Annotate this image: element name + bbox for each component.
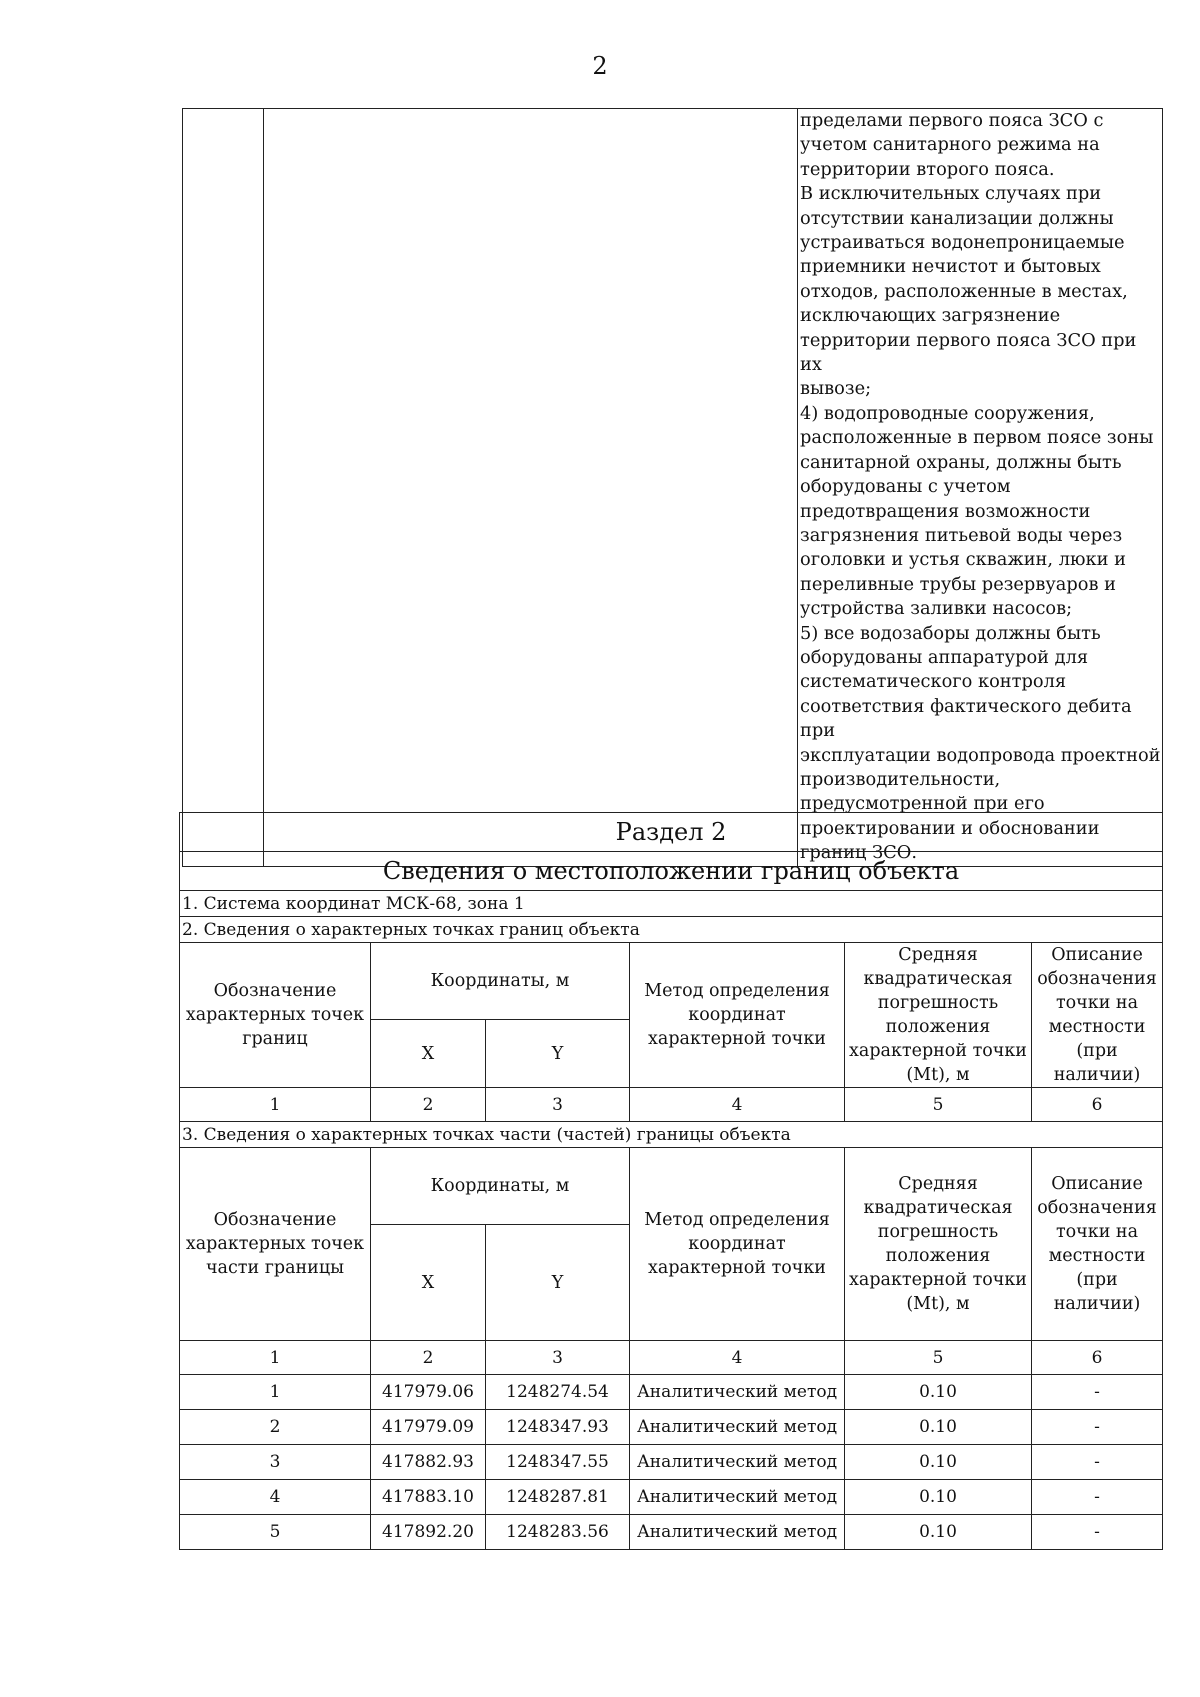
error-header: Средняя квадратическая погрешность положения характерной точки (Mt), м [845,1148,1032,1341]
method-header: Метод определения координат характерной точки [630,1148,845,1341]
table-row [180,1515,1163,1550]
table-row [180,1375,1163,1410]
y-header: Y [486,1020,630,1088]
coords-header: Координаты, м [371,943,630,1020]
point-number: 5 [180,1515,371,1550]
y-value: 1248274.54 [486,1375,630,1410]
description-value: - [1032,1480,1163,1515]
x-value: 417979.06 [371,1375,486,1410]
method-value: Аналитический метод [630,1480,845,1515]
method-value: Аналитический метод [630,1375,845,1410]
coord-system-line: 1. Система координат МСК-68, зона 1 [180,891,1163,917]
x-value: 417979.09 [371,1410,486,1445]
column-number: 1 [180,1341,371,1375]
page-number: 2 [592,52,608,80]
mt-value: 0.10 [845,1480,1032,1515]
method-value: Аналитический метод [630,1410,845,1445]
section-table [179,812,1163,1550]
section-title: Раздел 2 [180,813,1163,852]
continuation-text: пределами первого пояса ЗСО с учетом санитарного режима на территории второго пояса. В исключительных случаях при отсутствии канализации должны устраиваться водонепроницаемые приемники нечистот и бытовых отходов, расположенные в местах, исключающих загрязнение территории первого пояса ЗСО при их вывозе; 4) водопроводные сооружения, расположенные в первом поясе зоны санитарной охраны, должны быть оборудованы с учетом предотвращения возможности загрязнения питьевой воды через оголовки и устья скважин, люки и переливные трубы резервуаров и устройства заливки насосов; 5) все водозаборы должны быть оборудованы аппаратурой для систематического контроля соответствия фактического дебита при эксплуатации водопровода проектной производительности, предусмотренной при его проектировании и обосновании границ ЗСО. [800,110,1161,864]
empty-cell [183,109,264,867]
column-number: 5 [845,1088,1032,1122]
column-number: 4 [630,1341,845,1375]
method-value: Аналитический метод [630,1445,845,1480]
column-number: 1 [180,1088,371,1122]
column-number: 2 [371,1088,486,1122]
point-number: 2 [180,1410,371,1445]
designation-header: Обозначение характерных точек границ [180,943,371,1088]
empty-cell [264,109,798,867]
error-header: Средняя квадратическая погрешность положения характерной точки (Mt), м [845,943,1032,1088]
description-header: Описание обозначения точки на местности (при наличии) [1032,1148,1163,1341]
point-number: 1 [180,1375,371,1410]
description-value: - [1032,1445,1163,1480]
description-value: - [1032,1515,1163,1550]
mt-value: 0.10 [845,1515,1032,1550]
table-row [180,1445,1163,1480]
column-number: 2 [371,1341,486,1375]
column-number: 4 [630,1088,845,1122]
y-value: 1248347.93 [486,1410,630,1445]
description-value: - [1032,1410,1163,1445]
coords-header: Координаты, м [371,1148,630,1225]
x-header: X [371,1225,486,1341]
table-row [180,1410,1163,1445]
y-header: Y [486,1225,630,1341]
mt-value: 0.10 [845,1375,1032,1410]
y-value: 1248347.55 [486,1445,630,1480]
y-value: 1248283.56 [486,1515,630,1550]
point-number: 3 [180,1445,371,1480]
section-subtitle: Сведения о местоположении границ объекта [180,852,1163,891]
continuation-table [182,108,1163,867]
column-number: 6 [1032,1341,1163,1375]
y-value: 1248287.81 [486,1480,630,1515]
column-number: 5 [845,1341,1032,1375]
column-number: 6 [1032,1088,1163,1122]
points-heading: 2. Сведения о характерных точках границ объекта [180,917,1163,943]
mt-value: 0.10 [845,1410,1032,1445]
designation-header: Обозначение характерных точек части границы [180,1148,371,1341]
continuation-cell [798,109,1163,867]
x-value: 417882.93 [371,1445,486,1480]
x-value: 417892.20 [371,1515,486,1550]
x-value: 417883.10 [371,1480,486,1515]
parts-heading: 3. Сведения о характерных точках части (частей) границы объекта [180,1122,1163,1148]
column-number: 3 [486,1341,630,1375]
method-value: Аналитический метод [630,1515,845,1550]
mt-value: 0.10 [845,1445,1032,1480]
table-row [180,1480,1163,1515]
method-header: Метод определения координат характерной точки [630,943,845,1088]
description-header: Описание обозначения точки на местности (при наличии) [1032,943,1163,1088]
description-value: - [1032,1375,1163,1410]
column-number: 3 [486,1088,630,1122]
x-header: X [371,1020,486,1088]
point-number: 4 [180,1480,371,1515]
